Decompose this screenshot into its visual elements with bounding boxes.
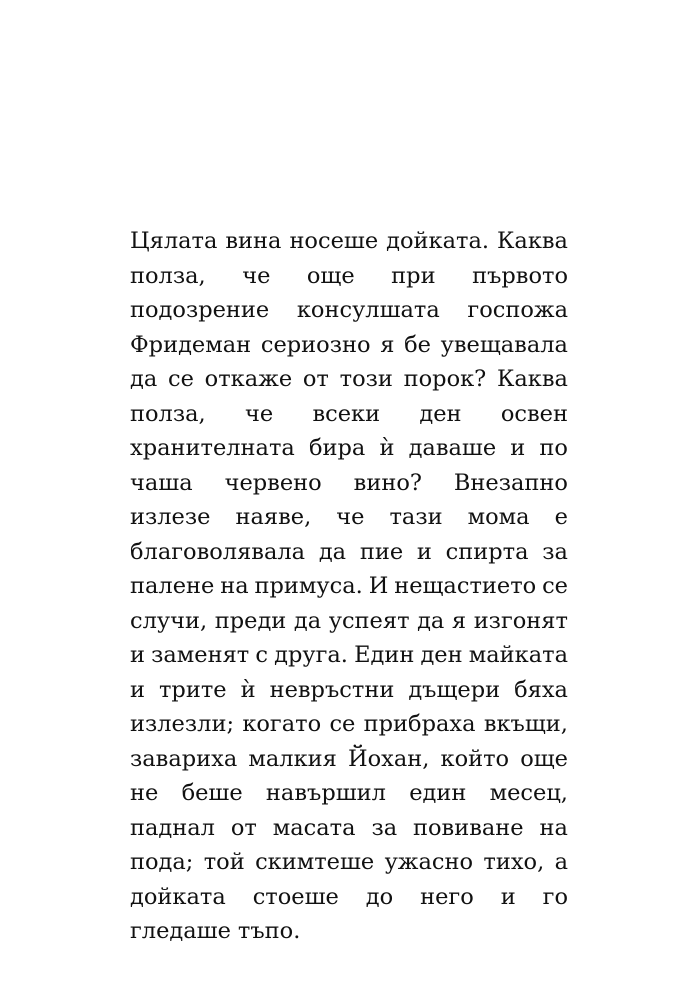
word: я xyxy=(451,607,467,634)
word: не xyxy=(130,780,159,806)
word: наяве, xyxy=(235,504,312,530)
word: да xyxy=(318,538,347,565)
word: с xyxy=(255,642,268,668)
word: друга. xyxy=(274,642,348,668)
text-line xyxy=(130,466,568,501)
word: и xyxy=(416,538,432,565)
word: и xyxy=(130,676,145,703)
text-line xyxy=(130,569,568,604)
text-line xyxy=(130,742,568,777)
word: палене xyxy=(130,573,215,599)
text-line xyxy=(130,914,568,949)
word: бира xyxy=(308,435,366,461)
word: се xyxy=(542,573,568,599)
word: пие xyxy=(359,538,404,565)
text-line xyxy=(130,776,568,811)
text-line xyxy=(130,845,568,880)
word: Каква xyxy=(496,366,568,392)
word: заменят xyxy=(151,642,250,668)
text-line xyxy=(130,328,568,363)
word: И xyxy=(368,573,389,599)
word: тази xyxy=(389,504,443,530)
word: пода; xyxy=(130,849,194,875)
text-line xyxy=(130,259,568,294)
word: носеше xyxy=(289,228,379,254)
word: бе xyxy=(404,331,431,358)
word: на xyxy=(539,814,568,841)
word: първото xyxy=(472,262,568,289)
word: той xyxy=(203,849,245,875)
word: преди xyxy=(214,607,287,634)
word: тихо, xyxy=(483,849,545,875)
word: и xyxy=(510,435,526,461)
word: до xyxy=(365,883,394,910)
word: да xyxy=(130,366,158,392)
word: нещастието xyxy=(394,573,537,599)
text-line xyxy=(130,638,568,673)
word: се xyxy=(168,366,194,392)
word: на xyxy=(220,573,249,599)
word: навършил xyxy=(265,780,386,806)
word: невръстни xyxy=(269,676,395,703)
word: порок? xyxy=(403,366,487,392)
word: за xyxy=(542,538,568,565)
word: месец, xyxy=(489,780,568,806)
word: освен xyxy=(500,400,568,427)
word: трите xyxy=(158,676,227,703)
text-line xyxy=(130,604,568,639)
word: Каква xyxy=(497,228,568,254)
text-line xyxy=(130,673,568,708)
word: бяха xyxy=(514,676,568,703)
word: още xyxy=(520,745,568,772)
word: беше xyxy=(181,780,243,806)
word: ѝ xyxy=(240,676,256,703)
word: го xyxy=(542,883,568,910)
word: гледаше xyxy=(130,918,231,944)
word: Фридеман xyxy=(130,331,252,358)
text-line xyxy=(130,397,568,432)
word: ден xyxy=(420,642,463,668)
word: масата xyxy=(272,814,356,841)
word: един xyxy=(409,780,467,806)
word: вкъщи, xyxy=(483,711,568,737)
word: при xyxy=(391,262,436,289)
word: повиване xyxy=(413,814,524,841)
word: полза, xyxy=(130,262,206,289)
word: госпожа xyxy=(467,297,568,323)
word: дойката. xyxy=(386,228,490,254)
word: паднал xyxy=(130,814,215,841)
text-line xyxy=(130,880,568,915)
text-line xyxy=(130,500,568,535)
paragraph xyxy=(130,224,568,949)
word: ден xyxy=(419,400,462,427)
word: случи, xyxy=(130,607,208,634)
word: подозрение xyxy=(130,297,270,323)
word: чаша xyxy=(130,469,193,496)
word: е xyxy=(554,504,568,530)
word: сериозно xyxy=(260,331,371,358)
word: а xyxy=(554,849,568,875)
word: мома xyxy=(467,504,530,530)
word: и xyxy=(500,883,516,910)
word: Внезапно xyxy=(453,469,568,496)
word: ѝ xyxy=(379,435,395,461)
word: всеки xyxy=(312,400,381,427)
word: Йохан, xyxy=(347,745,430,772)
word: този xyxy=(339,366,393,392)
word: вино? xyxy=(353,469,422,496)
word: скимтеше xyxy=(255,849,375,875)
word: от xyxy=(302,366,329,392)
word: откаже xyxy=(204,366,293,392)
text-line xyxy=(130,431,568,466)
word: завариха xyxy=(130,745,238,772)
word: червено xyxy=(224,469,322,496)
word: успеят xyxy=(328,607,410,634)
word: него xyxy=(420,883,474,910)
word: по xyxy=(539,435,568,461)
word: благоволявала xyxy=(130,538,306,565)
word: хранителната xyxy=(130,435,295,461)
text-line xyxy=(130,535,568,570)
word: че xyxy=(244,400,274,427)
word: даваше xyxy=(408,435,497,461)
word: че xyxy=(336,504,365,530)
word: изгонят xyxy=(473,607,568,634)
text-line xyxy=(130,707,568,742)
word: вина xyxy=(225,228,282,254)
word: се xyxy=(329,711,356,737)
word: малкия xyxy=(248,745,337,772)
word: майката xyxy=(468,642,568,668)
word: излезли; xyxy=(130,711,235,737)
word: дойката xyxy=(130,883,226,910)
word: спирта xyxy=(445,538,529,565)
word: и xyxy=(130,642,145,668)
word: примуса. xyxy=(254,573,363,599)
text-line xyxy=(130,362,568,397)
word: дъщери xyxy=(408,676,501,703)
text-line xyxy=(130,811,568,846)
word: от xyxy=(230,814,257,841)
word: полза, xyxy=(130,400,206,427)
word: я xyxy=(380,331,395,358)
word: консулшата xyxy=(296,297,440,323)
word: за xyxy=(371,814,398,841)
word: тъпо. xyxy=(237,918,301,944)
text-line xyxy=(130,293,568,328)
word: Цялата xyxy=(130,228,218,254)
word: увещавала xyxy=(440,331,568,358)
word: че xyxy=(242,262,271,289)
word: Един xyxy=(354,642,415,668)
word: прибраха xyxy=(363,711,476,737)
word: който xyxy=(440,745,510,772)
word: стоеше xyxy=(252,883,339,910)
word: да xyxy=(417,607,445,634)
word: още xyxy=(306,262,355,289)
text-line xyxy=(130,224,568,259)
word: ужасно xyxy=(384,849,474,875)
word: когато xyxy=(242,711,322,737)
word: излезе xyxy=(130,504,211,530)
word: да xyxy=(293,607,322,634)
